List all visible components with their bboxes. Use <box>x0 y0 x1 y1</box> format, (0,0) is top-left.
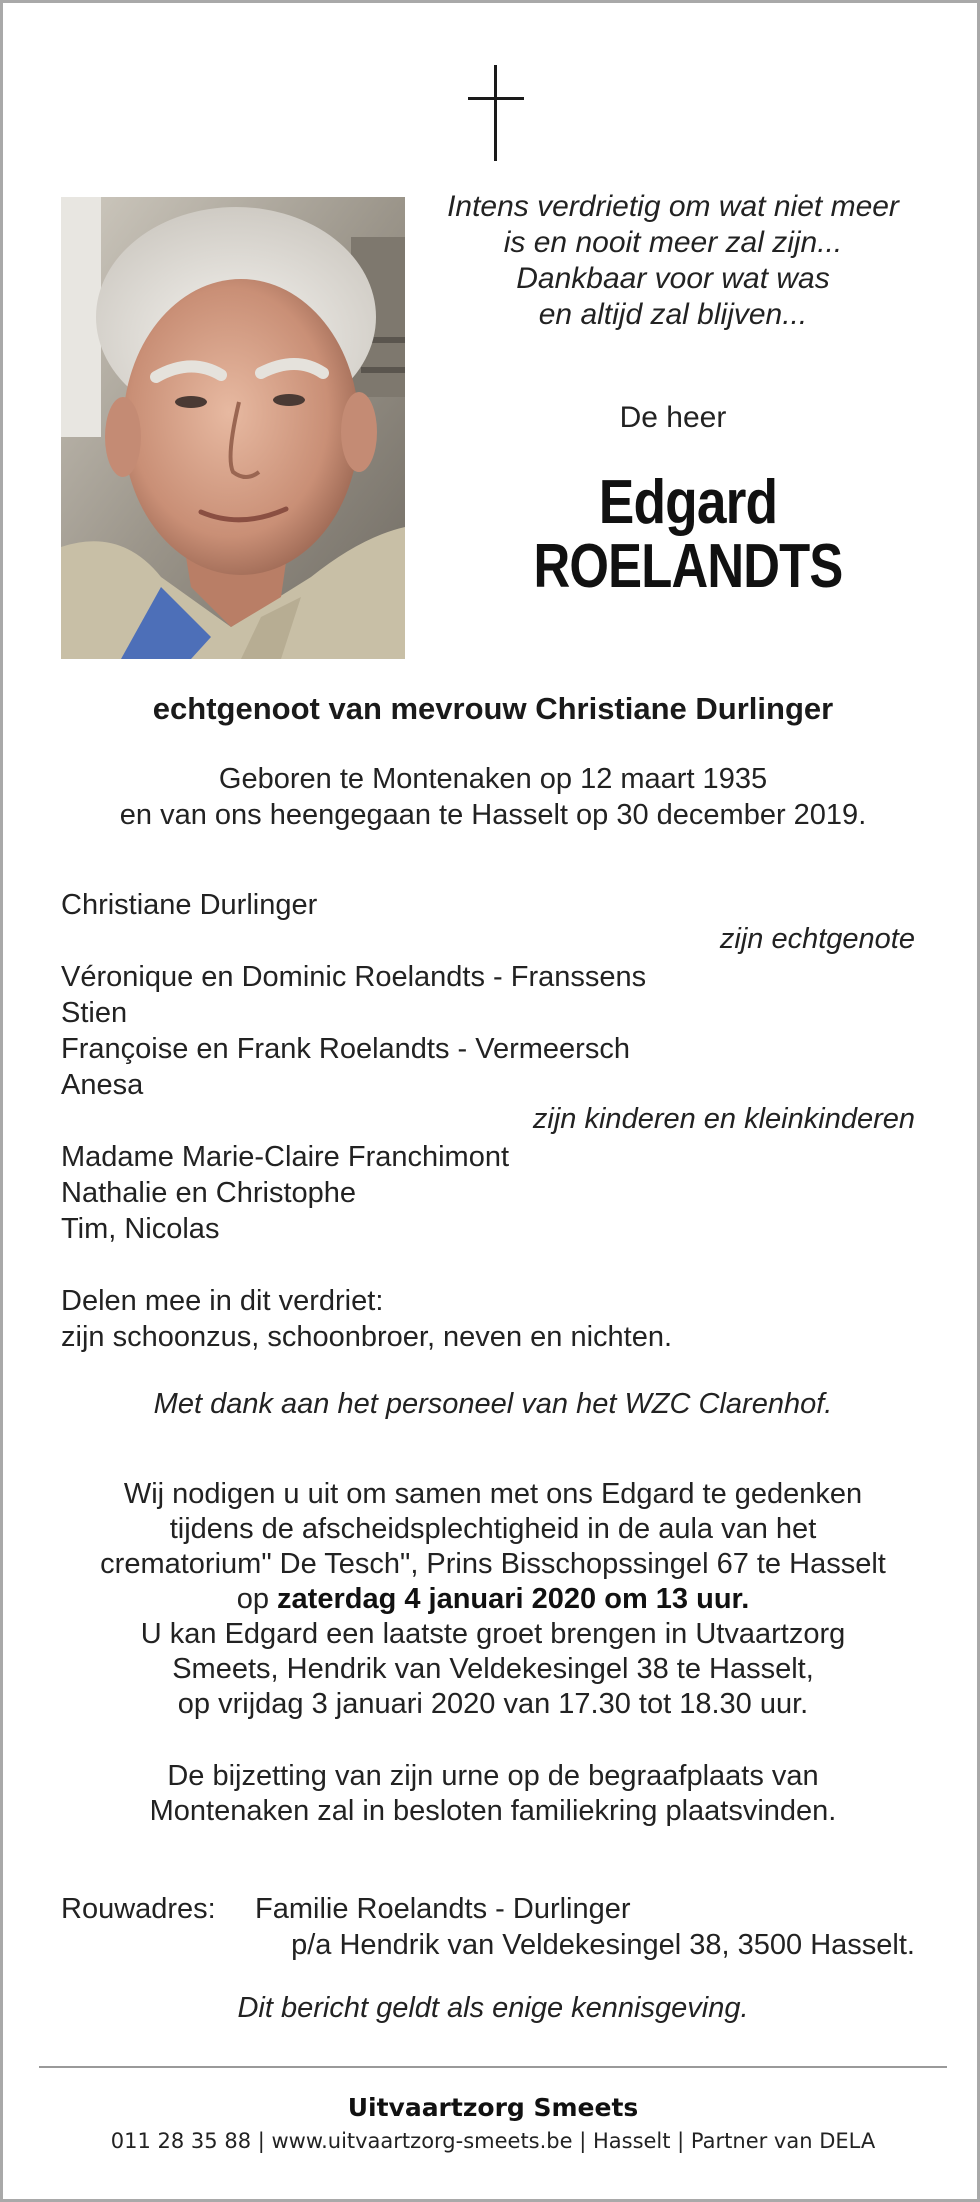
family-child: Véronique en Dominic Roelandts - Franssens <box>61 961 647 993</box>
ceremony-line: U kan Edgard een laatste groet brengen in Utvaartzorg <box>140 1618 846 1650</box>
grief-relatives: zijn schoonzus, schoonbroer, neven en nichten. <box>61 1321 673 1353</box>
spouse-line: echtgenoot van mevrouw Christiane Durlinger <box>152 691 834 726</box>
ceremony-line: crematorium" De Tesch", Prins Bisschopssingel 67 te Hasselt <box>100 1548 886 1580</box>
last-name: ROELANDTS <box>533 532 843 601</box>
address-label: Rouwadres: <box>61 1893 216 1925</box>
quote-line: is en nooit meer zal zijn... <box>503 226 843 259</box>
ceremony-info <box>3 1477 980 1722</box>
ceremony-date-line <box>3 1582 980 1617</box>
notice-line <box>3 1991 980 2026</box>
funeral-home-contact: 011 28 35 88 | www.uitvaartzorg-smeets.be | Hasselt | Partner van DELA <box>110 2129 876 2153</box>
opening-quote <box>423 189 923 333</box>
cross-icon <box>466 63 526 163</box>
family-grandchild: Stien <box>61 997 128 1029</box>
family-other: Madame Marie-Claire Franchimont <box>61 1141 510 1173</box>
birth-death-info <box>3 761 980 833</box>
salutation: De heer <box>619 401 727 434</box>
deceased-name <box>423 468 953 601</box>
ceremony-line: op vrijdag 3 januari 2020 van 17.30 tot 18.30 uur. <box>177 1688 809 1720</box>
burial-line: Montenaken zal in besloten familiekring plaatsvinden. <box>149 1795 837 1827</box>
quote-line: en altijd zal blijven... <box>538 298 808 331</box>
funeral-home-name: Uitvaartzorg Smeets <box>347 2093 639 2122</box>
ceremony-line: Wij nodigen u uit om samen met ons Edgard te gedenken <box>123 1478 863 1510</box>
thanks-line <box>3 1387 980 1422</box>
divider <box>39 2066 947 2068</box>
burial-line: De bijzetting van zijn urne op de begraafplaats van <box>167 1760 819 1792</box>
family-grandchild: Anesa <box>61 1069 144 1101</box>
spouse-role: zijn echtgenote <box>719 923 915 955</box>
thanks-text: Met dank aan het personeel van het WZC Clarenhof. <box>153 1388 833 1420</box>
grief-intro: Delen mee in dit verdriet: <box>61 1285 384 1317</box>
quote-line: Intens verdrietig om wat niet meer <box>447 190 899 223</box>
children-role: zijn kinderen en kleinkinderen <box>532 1103 915 1135</box>
family-spouse: Christiane Durlinger <box>61 889 318 921</box>
quote-line: Dankbaar voor wat was <box>516 262 830 295</box>
ceremony-line: tijdens de afscheidsplechtigheid in de aula van het <box>169 1513 817 1545</box>
family-other: Nathalie en Christophe <box>61 1177 357 1209</box>
birth-line: Geboren te Montenaken op 12 maart 1935 <box>218 763 768 795</box>
death-line: en van ons heengegaan te Hasselt op 30 december 2019. <box>119 799 867 831</box>
notice-text: Dit bericht geldt als enige kennisgeving. <box>237 1992 749 2024</box>
ceremony-date: zaterdag 4 januari 2020 om 13 uur. <box>277 1583 750 1615</box>
address-line: Familie Roelandts - Durlinger <box>255 1893 631 1925</box>
burial-info <box>3 1759 980 1829</box>
family-other: Tim, Nicolas <box>61 1213 220 1245</box>
portrait-photo <box>61 197 405 659</box>
family-child: Françoise en Frank Roelandts - Vermeersch <box>61 1033 630 1065</box>
address-line: p/a Hendrik van Veldekesingel 38, 3500 Hasselt. <box>291 1929 915 1961</box>
ceremony-date-prefix: op <box>236 1583 278 1615</box>
ceremony-line: Smeets, Hendrik van Veldekesingel 38 te Hasselt, <box>172 1653 814 1685</box>
first-name: Edgard <box>598 468 778 537</box>
